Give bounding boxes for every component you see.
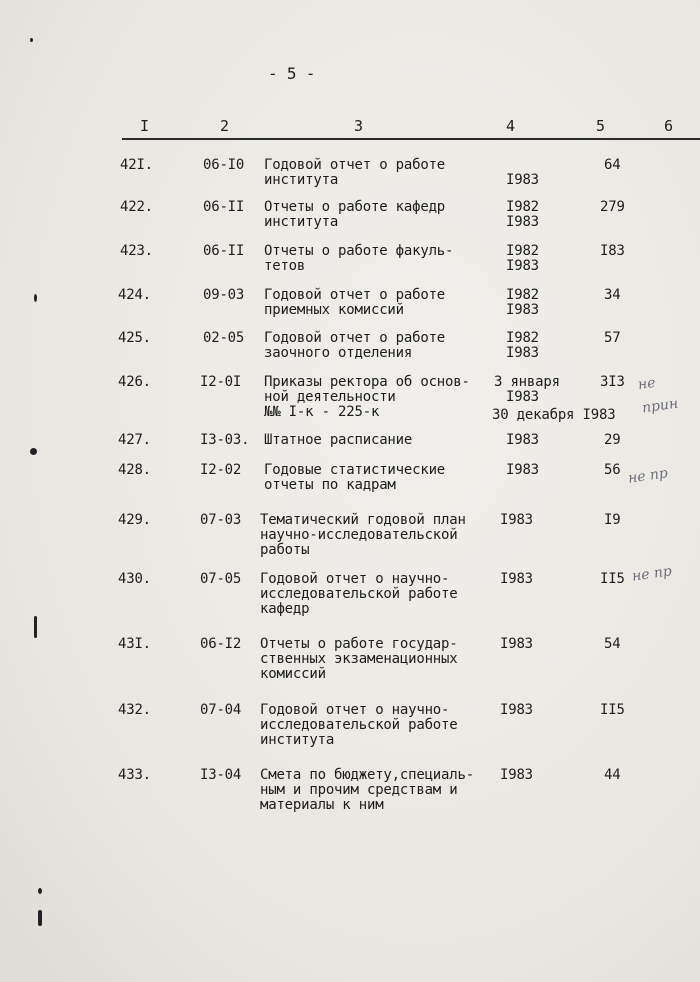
row-page-count: 56	[604, 462, 621, 478]
row-title	[260, 637, 458, 682]
row-date-line: I983	[506, 214, 539, 230]
row-page-count: 34	[604, 287, 621, 303]
row-page-count: 44	[604, 767, 621, 783]
row-title	[264, 463, 445, 493]
row-title-line: Отчеты о работе факуль-	[264, 243, 454, 259]
row-title-line: комиссий	[260, 666, 326, 682]
scan-speck	[38, 888, 42, 894]
scan-speck	[34, 294, 37, 302]
margin-note: не пр	[631, 563, 673, 585]
header-col-2: 2	[220, 117, 229, 135]
row-dates	[506, 288, 539, 318]
row-page-count: 64	[604, 157, 621, 173]
row-code: 07-05	[200, 571, 242, 587]
row-title	[264, 200, 445, 230]
row-title	[264, 331, 445, 361]
row-date-line: I983	[500, 702, 533, 718]
row-page-count: I83	[600, 243, 625, 259]
row-title-line: Отчеты о работе государ-	[260, 636, 458, 652]
header-col-6: 6	[664, 117, 673, 135]
margin-note: не	[636, 374, 657, 394]
row-date-line: I983	[506, 432, 539, 448]
row-date-line: I982	[506, 287, 539, 303]
page-number: - 5 -	[268, 64, 316, 83]
row-title-line: ной деятельности	[264, 389, 396, 405]
row-number: 429.	[118, 512, 151, 528]
row-title-line: института	[264, 172, 339, 188]
row-date-line: 30 декабря I983	[492, 407, 616, 423]
row-title-line: ным и прочим средствам и	[260, 782, 458, 798]
header-col-3: 3	[354, 117, 363, 135]
row-title-line: исследовательской работе	[260, 717, 458, 733]
row-title	[264, 288, 445, 318]
row-page-count: 29	[604, 432, 621, 448]
row-date-line: I983	[500, 636, 533, 652]
row-title-line: материалы к ним	[260, 797, 384, 813]
row-title-line: ственных экзаменационных	[260, 651, 458, 667]
row-page-count: 57	[604, 330, 621, 346]
row-code: 02-05	[203, 330, 245, 346]
row-title	[260, 513, 466, 558]
row-dates	[500, 637, 533, 652]
row-title-line: Приказы ректора об основ-	[264, 374, 470, 390]
row-title-line: работы	[260, 542, 310, 558]
scan-speck	[34, 616, 37, 638]
row-title	[264, 244, 453, 274]
row-dates	[500, 513, 533, 528]
row-title-line: кафедр	[260, 601, 310, 617]
row-dates	[506, 200, 539, 230]
row-dates	[506, 244, 539, 274]
row-date-line: I983	[506, 389, 539, 405]
row-title	[264, 158, 445, 188]
row-dates	[506, 158, 539, 188]
row-number: 427.	[118, 432, 151, 448]
row-date-line: 3 января	[494, 374, 560, 390]
row-title-line: научно-исследовательской	[260, 527, 458, 543]
row-dates	[500, 703, 533, 718]
row-code: 07-04	[200, 702, 242, 718]
row-title	[260, 703, 458, 748]
row-title-line: института	[264, 214, 339, 230]
margin-note: не пр	[627, 465, 669, 487]
row-date-line: I982	[506, 199, 539, 215]
row-page-count: II5	[600, 571, 625, 587]
row-dates	[506, 463, 539, 478]
row-code: 06-I0	[203, 157, 245, 173]
row-date-line: I983	[506, 462, 539, 478]
row-number: 43I.	[118, 636, 151, 652]
row-dates	[500, 768, 533, 783]
row-title	[260, 768, 474, 813]
row-dates	[506, 331, 539, 361]
row-date-line: I983	[500, 571, 533, 587]
row-title-line: №№ I-к - 225-к	[264, 404, 380, 420]
row-page-count: II5	[600, 702, 625, 718]
row-number: 430.	[118, 571, 151, 587]
row-title-line: отчеты по кадрам	[264, 477, 396, 493]
row-title-line: Годовой отчет о научно-	[260, 702, 450, 718]
row-code: 07-03	[200, 512, 242, 528]
row-page-count: I9	[604, 512, 621, 528]
row-dates	[494, 375, 615, 423]
row-page-count: 279	[600, 199, 625, 215]
margin-note: прин	[641, 395, 680, 417]
row-title-line: Отчеты о работе кафедр	[264, 199, 446, 215]
row-title	[264, 433, 412, 448]
row-code: 09-03	[203, 287, 245, 303]
row-date-line: I983	[500, 767, 533, 783]
row-number: 425.	[118, 330, 151, 346]
scan-speck	[38, 910, 42, 926]
row-date-line	[506, 158, 539, 173]
header-col-4: 4	[506, 117, 515, 135]
row-date-line: I983	[506, 345, 539, 361]
row-title-line: Тематический годовой план	[260, 512, 466, 528]
row-title-line: тетов	[264, 258, 306, 274]
scan-speck	[30, 448, 37, 455]
row-code: I2-02	[200, 462, 242, 478]
row-dates	[500, 572, 533, 587]
row-title-line: Годовые статистические	[264, 462, 446, 478]
row-title-line: Годовой отчет о работе	[264, 330, 446, 346]
row-title-line: приемных комиссий	[264, 302, 404, 318]
row-number: 433.	[118, 767, 151, 783]
row-page-count: 3I3	[600, 374, 625, 390]
row-code: 06-I2	[200, 636, 242, 652]
row-title-line: института	[260, 732, 335, 748]
row-date-line: I983	[506, 172, 539, 188]
row-date-line: I983	[506, 302, 539, 318]
row-title-line: исследовательской работе	[260, 586, 458, 602]
row-code: I3-03.	[200, 432, 250, 448]
row-title-line: Годовой отчет о научно-	[260, 571, 450, 587]
row-number: 432.	[118, 702, 151, 718]
header-col-5: 5	[596, 117, 605, 135]
row-title	[264, 375, 470, 420]
row-dates	[506, 433, 539, 448]
row-title-line: Штатное расписание	[264, 432, 413, 448]
row-number: 428.	[118, 462, 151, 478]
row-code: 06-II	[203, 243, 245, 259]
row-title-line: Смета по бюджету,специаль-	[260, 767, 474, 783]
row-title-line: Годовой отчет о работе	[264, 157, 446, 173]
row-code: I3-04	[200, 767, 242, 783]
header-rule	[122, 138, 700, 140]
row-title-line: Годовой отчет о работе	[264, 287, 446, 303]
row-date-line: I983	[506, 258, 539, 274]
scan-speck	[30, 38, 33, 42]
row-number: 422.	[120, 199, 153, 215]
row-page-count: 54	[604, 636, 621, 652]
row-number: 423.	[120, 243, 153, 259]
row-number: 42I.	[120, 157, 153, 173]
row-title	[260, 572, 458, 617]
row-number: 426.	[118, 374, 151, 390]
row-date-line: I982	[506, 243, 539, 259]
row-number: 424.	[118, 287, 151, 303]
row-title-line: заочного отделения	[264, 345, 413, 361]
row-code: I2-0I	[200, 374, 242, 390]
header-col-1: I	[140, 117, 149, 135]
row-code: 06-II	[203, 199, 245, 215]
row-date-line: I983	[500, 512, 533, 528]
row-date-line: I982	[506, 330, 539, 346]
